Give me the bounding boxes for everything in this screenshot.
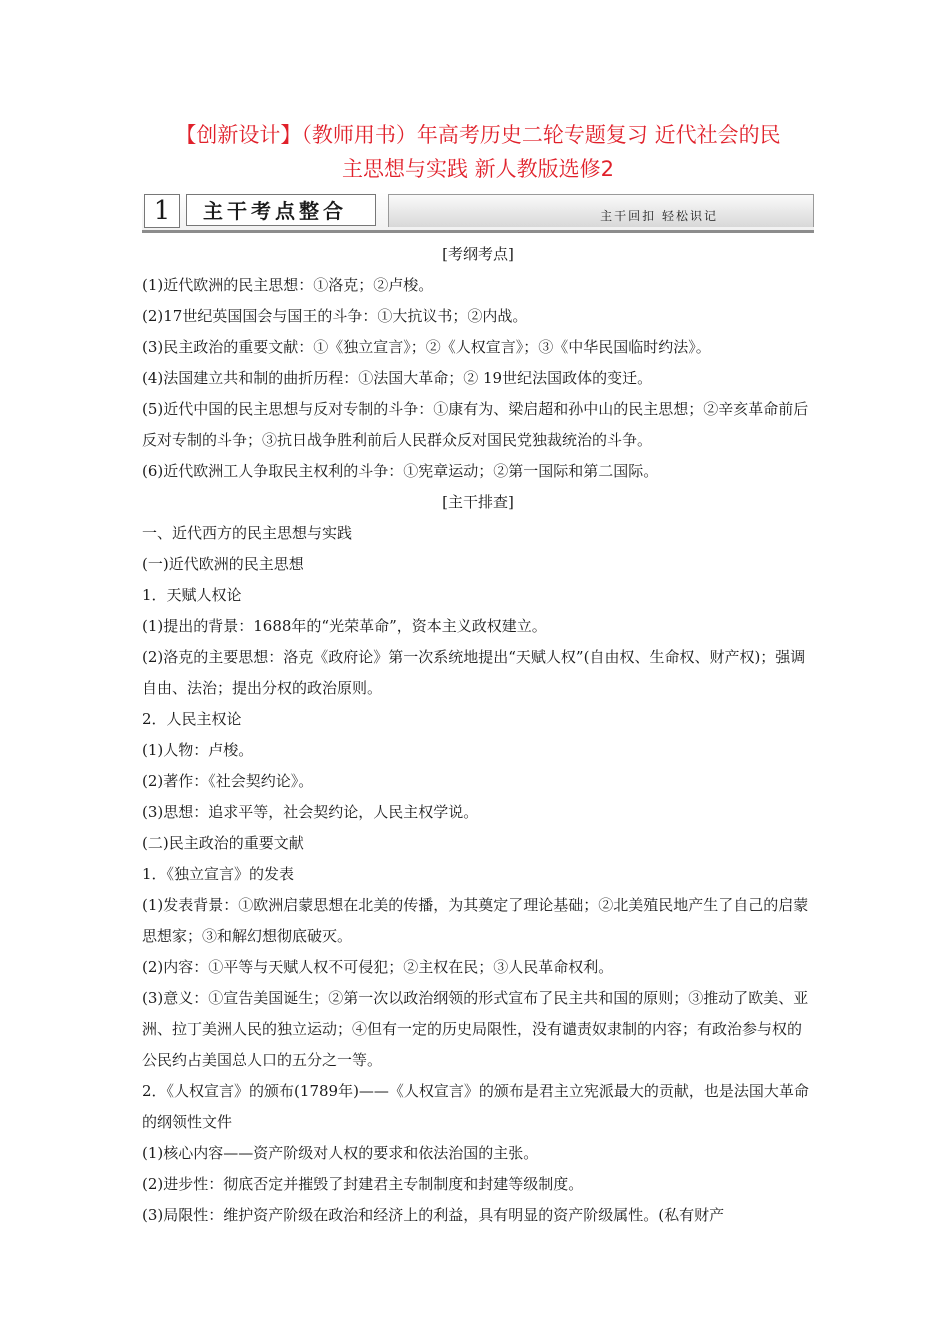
banner-number: 1 [144,194,180,228]
body-heading-1: 一、近代西方的民主思想与实践 [142,524,353,542]
body-paragraph: (3)局限性：维护资产阶级在政治和经济上的利益，具有明显的资产阶级属性。(私有财产 [142,1206,725,1224]
body-item-2: 2．人民主权论 [142,710,242,728]
outline-item-2: (2)17世纪英国国会与国王的斗争：①大抗议书；②内战。 [142,307,528,325]
outline-item-3: (3)民主政治的重要文献：①《独立宣言》；②《人权宣言》；③《中华民国临时约法》。 [142,338,711,356]
outline-item-4: (4)法国建立共和制的曲折历程：①法国大革命；② 19世纪法国政体的变迁。 [142,369,653,387]
outline-item-1: (1)近代欧洲的民主思想：①洛克；②卢梭。 [142,276,434,294]
body-paragraph: (2)著作：《社会契约论》。 [142,772,314,790]
title-line-2: 主思想与实践 新人教版选修2 [341,157,615,181]
body-subheading-1: (一)近代欧洲的民主思想 [142,555,304,573]
body-paragraph: (2)进步性：彻底否定并摧毁了封建君主专制制度和封建等级制度。 [142,1175,584,1193]
document-page [142,118,814,1231]
body-paragraph: (3)意义：①宣告美国诞生；②第一次以政治纲领的形式宣布了民主共和国的原则；③推动了欧美、亚洲、拉丁美洲人民的独立运动；④但有一定的历史局限性，没有谴责奴隶制的内容；有政治参与权的公民约占美国总人口的五分之一等。 [142,989,809,1069]
body-paragraph: (1)核心内容——资产阶级对人权的要求和依法治国的主张。 [142,1144,539,1162]
body-paragraph: (1)发表背景：①欧洲启蒙思想在北美的传播，为其奠定了理论基础；②北美殖民地产生了自己的启蒙思想家；③和解幻想彻底破灭。 [142,896,809,945]
body-paragraph: (1)提出的背景：1688年的“光荣革命”，资本主义政权建立。 [142,617,547,635]
section-label-review: [主干排查] [442,493,514,511]
outline-item-5: (5)近代中国的民主思想与反对专制的斗争：①康有为、梁启超和孙中山的民主思想；②辛亥革命前后反对专制的斗争；③抗日战争胜利前后人民群众反对国民党独裁统治的斗争。 [142,400,809,449]
body-item-3: 1．《独立宣言》的发表 [142,865,295,883]
title-line-1: 【创新设计】（教师用书）年高考历史二轮专题复习 近代社会的民 [175,123,781,147]
body-item-1: 1．天赋人权论 [142,586,242,604]
banner-subheading: 主干回扣 轻松识记 [600,209,718,223]
body-paragraph: (2)洛克的主要思想：洛克《政府论》第一次系统地提出“天赋人权”(自由权、生命权、财产权)；强调自由、法治；提出分权的政治原则。 [142,648,806,697]
body-paragraph: (1)人物：卢梭。 [142,741,254,759]
body-subheading-2: (二)民主政治的重要文献 [142,834,304,852]
body-paragraph: (2)内容：①平等与天赋人权不可侵犯；②主权在民；③人民革命权利。 [142,958,614,976]
document-title [142,118,814,186]
banner-heading: 主干考点整合 [186,194,376,226]
section-label-outline: [考纲考点] [442,245,514,263]
body-paragraph: (3)思想：追求平等，社会契约论，人民主权学说。 [142,803,479,821]
outline-item-6: (6)近代欧洲工人争取民主权利的斗争：①宪章运动；②第一国际和第二国际。 [142,462,659,480]
section-banner [142,192,814,233]
body-item-4: 2．《人权宣言》的颁布(1789年)——《人权宣言》的颁布是君主立宪派最大的贡献，也是法国大革命的纲领性文件 [142,1082,809,1131]
